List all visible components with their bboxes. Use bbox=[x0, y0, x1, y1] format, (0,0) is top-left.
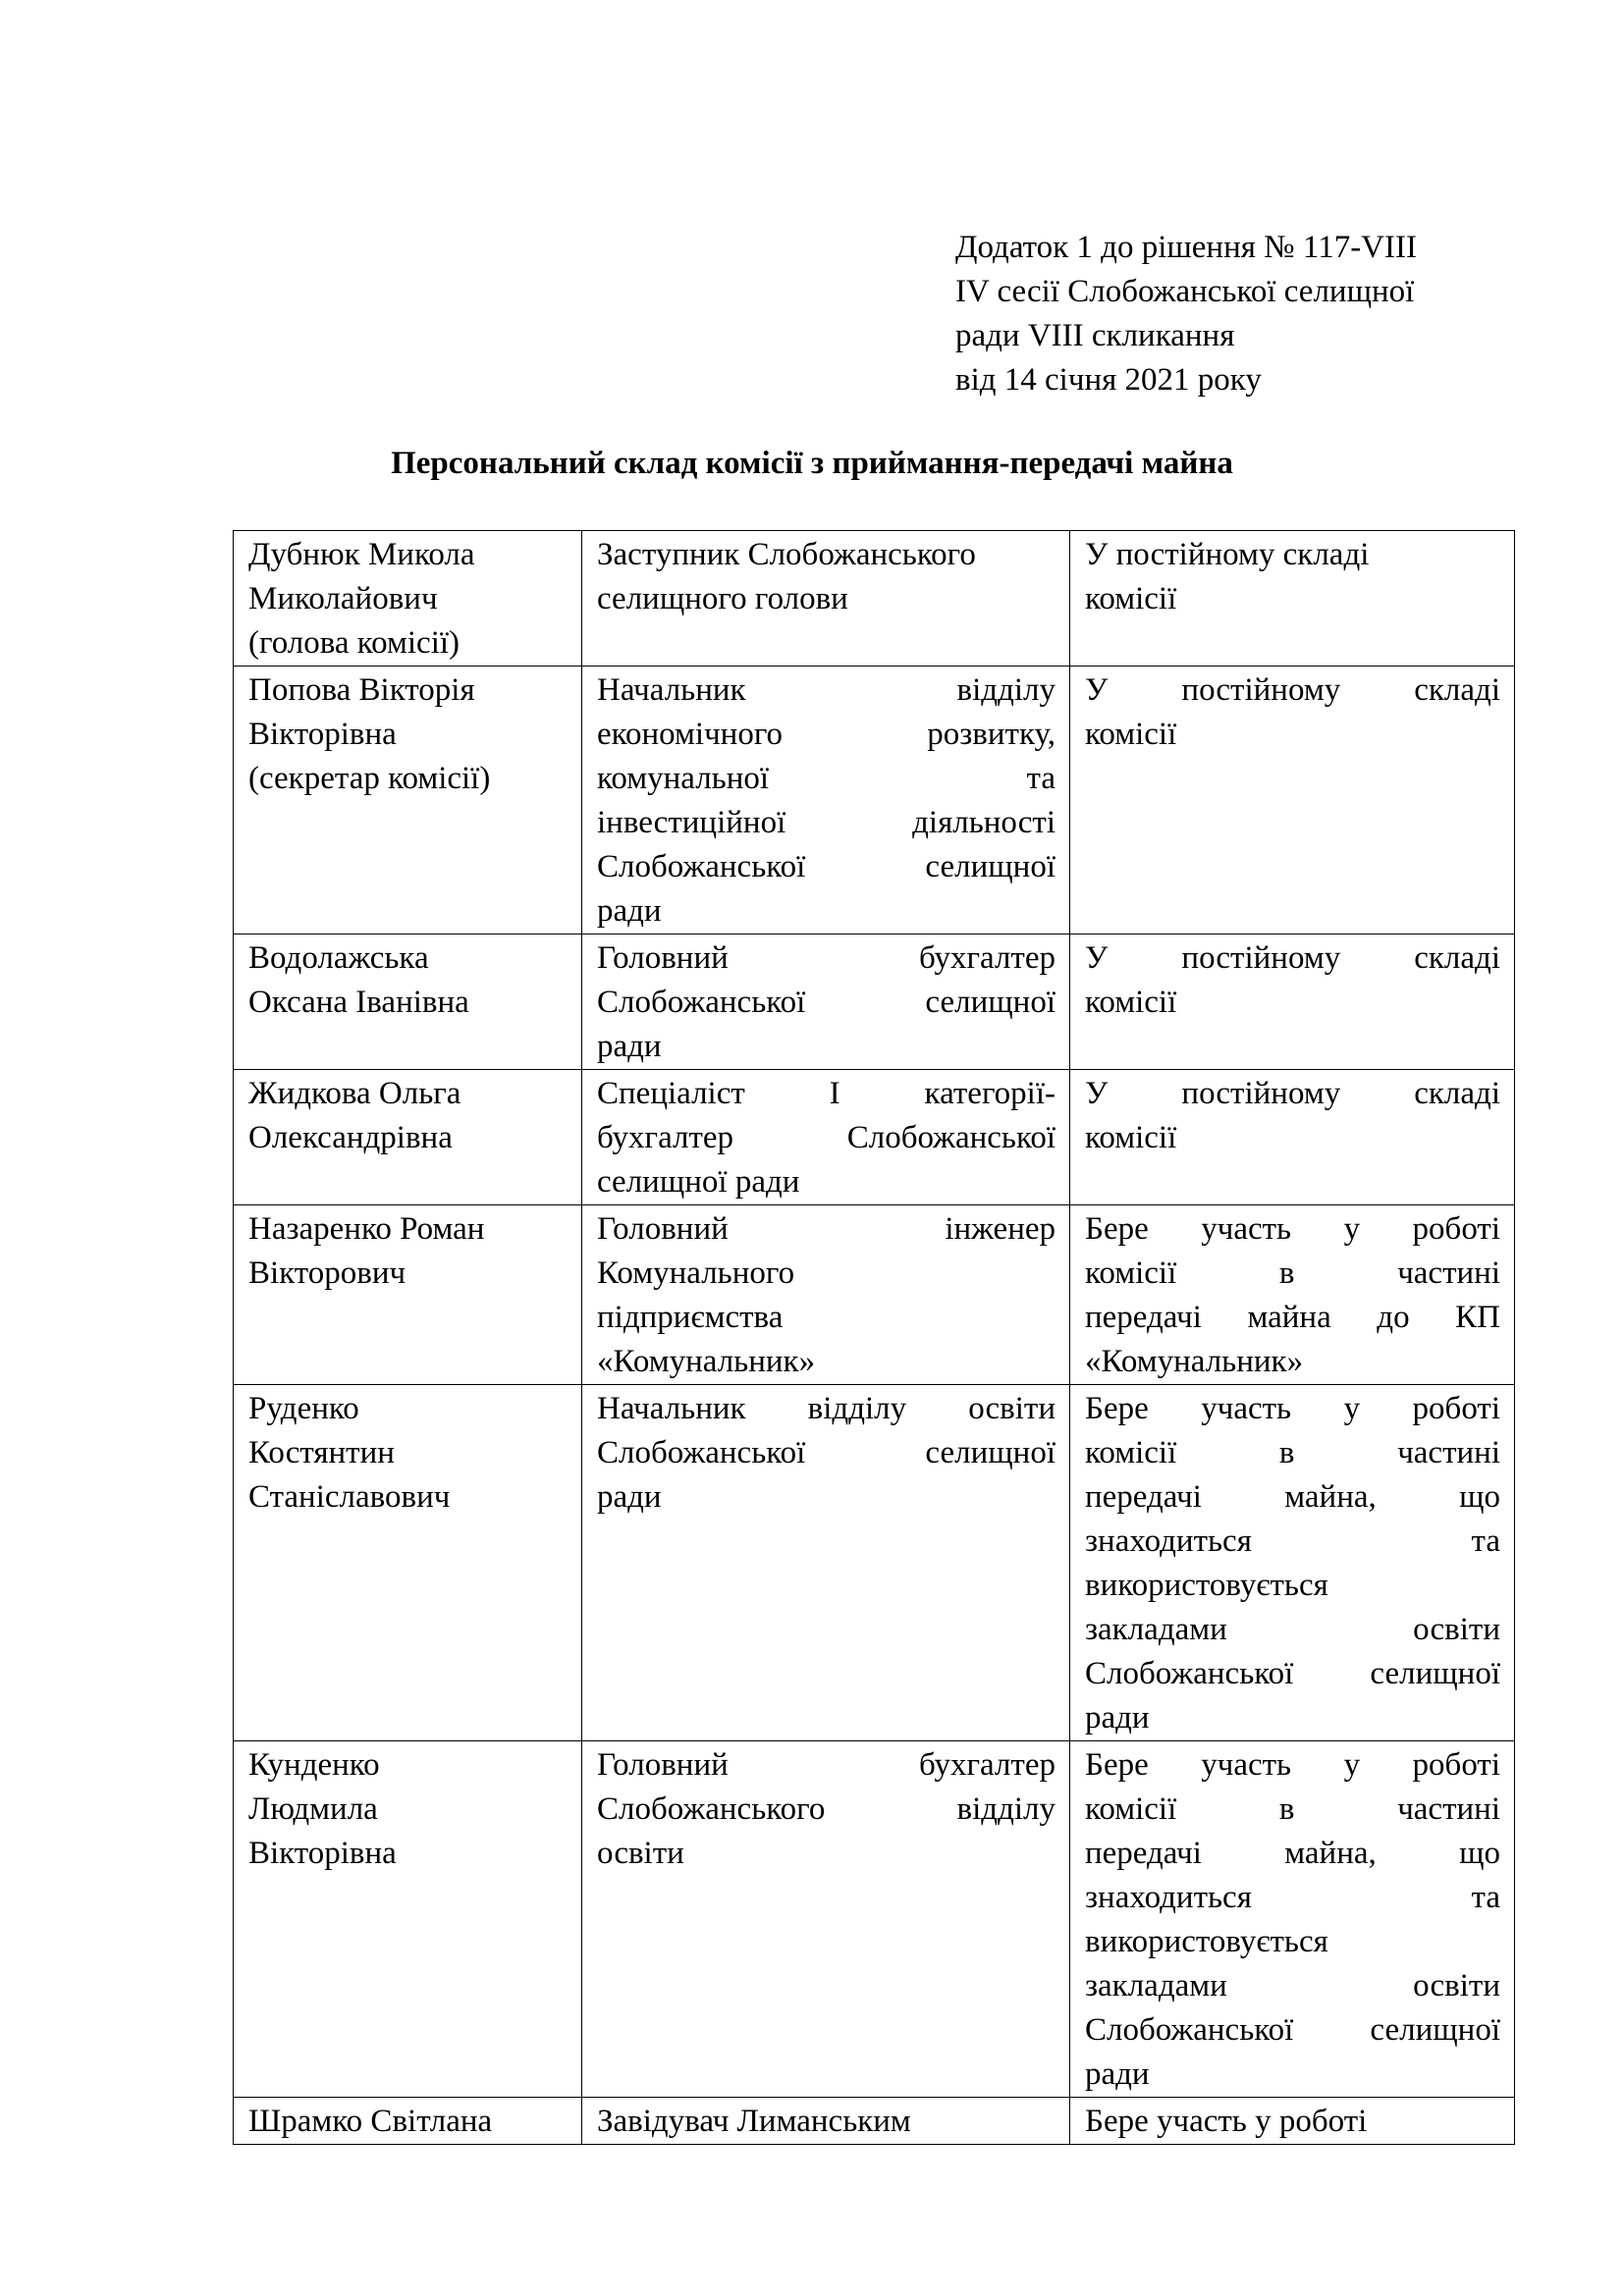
member-role-line: У постійному складі bbox=[1085, 672, 1500, 708]
member-role-line: Слобожанської селищної bbox=[1085, 2012, 1500, 2048]
member-position-line: Начальник відділу освіти bbox=[597, 1391, 1056, 1426]
member-position-line: селищної ради bbox=[597, 1164, 800, 1200]
member-position-line: бухгалтер Слобожанської bbox=[597, 1120, 1056, 1155]
member-role-line: знаходиться та bbox=[1085, 1880, 1500, 1915]
table-row bbox=[234, 934, 1515, 1070]
member-role-line: комісії bbox=[1085, 717, 1177, 752]
member-position-line: Комунального bbox=[597, 1255, 795, 1291]
member-name-line: Жидкова Ольга bbox=[248, 1076, 461, 1111]
member-position-cell bbox=[582, 531, 1070, 667]
member-name-line: Вікторівна bbox=[248, 1836, 397, 1871]
member-name-line: Оксана Іванівна bbox=[248, 985, 469, 1020]
member-role-line: «Комунальник» bbox=[1085, 1344, 1304, 1379]
member-position-line: Заступник Слобожанського bbox=[597, 537, 976, 572]
member-role-line: використовується bbox=[1085, 1924, 1328, 1959]
member-position-line: інвестиційної діяльності bbox=[597, 805, 1056, 840]
member-role-line: комісії bbox=[1085, 581, 1177, 616]
member-position-line: Завідувач Лиманським bbox=[597, 2104, 911, 2139]
member-role-line: У постійному складі bbox=[1085, 940, 1500, 976]
member-name-cell bbox=[234, 934, 582, 1070]
member-position-line: Слобожанської селищної bbox=[597, 849, 1056, 884]
member-role-line: комісії в частині bbox=[1085, 1435, 1500, 1470]
member-position-line: Начальник відділу bbox=[597, 672, 1056, 708]
member-role-line: закладами освіти bbox=[1085, 1612, 1500, 1647]
member-role-line: передачі майна, що bbox=[1085, 1479, 1500, 1515]
member-name-cell bbox=[234, 2098, 582, 2145]
header-line: IV сесії Слобожанської селищної bbox=[955, 274, 1415, 309]
appendix-header bbox=[955, 226, 1417, 402]
member-role-cell bbox=[1070, 934, 1515, 1070]
member-role-line: використовується bbox=[1085, 1568, 1328, 1603]
member-role-line: знаходиться та bbox=[1085, 1523, 1500, 1559]
member-name-line: Олександрівна bbox=[248, 1120, 453, 1155]
member-position-cell bbox=[582, 2098, 1070, 2145]
member-name-cell bbox=[234, 1205, 582, 1385]
header-line: ради VIII скликання bbox=[955, 318, 1235, 353]
member-name-line: Руденко bbox=[248, 1391, 359, 1426]
member-position-cell bbox=[582, 1070, 1070, 1205]
member-position-line: економічного розвитку, bbox=[597, 717, 1056, 752]
member-role-cell bbox=[1070, 1070, 1515, 1205]
table-row bbox=[234, 531, 1515, 667]
member-name-cell bbox=[234, 1741, 582, 2098]
member-position-cell bbox=[582, 1385, 1070, 1741]
member-name-line: Шрамко Світлана bbox=[248, 2104, 493, 2139]
member-role-line: комісії в частині bbox=[1085, 1255, 1500, 1291]
member-role-line: У постійному складі bbox=[1085, 537, 1370, 572]
member-role-cell bbox=[1070, 1385, 1515, 1741]
member-position-cell bbox=[582, 1741, 1070, 2098]
member-name-line: Водолажська bbox=[248, 940, 429, 976]
document-title: Персональний склад комісії з приймання-передачі майна bbox=[391, 446, 1233, 481]
member-role-line: комісії в частині bbox=[1085, 1791, 1500, 1827]
member-position-line: комунальної та bbox=[597, 761, 1056, 796]
member-role-line: Бере участь у роботі bbox=[1085, 1747, 1500, 1783]
member-position-cell bbox=[582, 667, 1070, 934]
table-row bbox=[234, 667, 1515, 934]
member-role-cell bbox=[1070, 1741, 1515, 2098]
member-position-line: селищного голови bbox=[597, 581, 848, 616]
member-name-line: Кунденко bbox=[248, 1747, 380, 1783]
header-line: Додаток 1 до рішення № 117-VIII bbox=[955, 230, 1417, 265]
member-position-line: Спеціаліст І категорії- bbox=[597, 1076, 1056, 1111]
member-position-line: Слобожанського відділу bbox=[597, 1791, 1056, 1827]
member-name-line: (голова комісії) bbox=[248, 625, 460, 661]
table-row bbox=[234, 1741, 1515, 2098]
member-name-line: Станіславович bbox=[248, 1479, 451, 1515]
member-position-line: Слобожанської селищної bbox=[597, 985, 1056, 1020]
member-name-cell bbox=[234, 1070, 582, 1205]
member-role-line: Слобожанської селищної bbox=[1085, 1656, 1500, 1691]
member-name-line: Назаренко Роман bbox=[248, 1211, 485, 1247]
member-position-line: «Комунальник» bbox=[597, 1344, 816, 1379]
table-row bbox=[234, 2098, 1515, 2145]
member-name-cell bbox=[234, 667, 582, 934]
member-position-line: освіти bbox=[597, 1836, 684, 1871]
member-name-line: Вікторович bbox=[248, 1255, 406, 1291]
member-name-line: (секретар комісії) bbox=[248, 761, 491, 796]
member-role-cell bbox=[1070, 2098, 1515, 2145]
member-role-line: комісії bbox=[1085, 985, 1177, 1020]
member-role-line: комісії bbox=[1085, 1120, 1177, 1155]
member-role-line: У постійному складі bbox=[1085, 1076, 1500, 1111]
member-position-line: Слобожанської селищної bbox=[597, 1435, 1056, 1470]
member-role-line: Бере участь у роботі bbox=[1085, 2104, 1368, 2139]
member-name-line: Миколайович bbox=[248, 581, 438, 616]
member-role-cell bbox=[1070, 1205, 1515, 1385]
member-name-line: Людмила bbox=[248, 1791, 378, 1827]
header-line: від 14 січня 2021 року bbox=[955, 362, 1262, 398]
member-role-line: передачі майна, що bbox=[1085, 1836, 1500, 1871]
table-row bbox=[234, 1385, 1515, 1741]
member-position-line: підприємства bbox=[597, 1300, 784, 1335]
member-role-line: ради bbox=[1085, 1700, 1150, 1735]
table-row bbox=[234, 1205, 1515, 1385]
member-position-cell bbox=[582, 1205, 1070, 1385]
member-role-line: передачі майна до КП bbox=[1085, 1300, 1500, 1335]
member-position-line: Головний бухгалтер bbox=[597, 940, 1056, 976]
member-role-line: Бере участь у роботі bbox=[1085, 1391, 1500, 1426]
member-role-line: закладами освіти bbox=[1085, 1968, 1500, 2003]
commission-table bbox=[233, 530, 1515, 2145]
table-row bbox=[234, 1070, 1515, 1205]
member-position-line: ради bbox=[597, 1029, 662, 1064]
member-position-line: Головний бухгалтер bbox=[597, 1747, 1056, 1783]
member-name-line: Костянтин bbox=[248, 1435, 395, 1470]
member-position-line: ради bbox=[597, 893, 662, 929]
member-role-line: Бере участь у роботі bbox=[1085, 1211, 1500, 1247]
member-position-line: Головний інженер bbox=[597, 1211, 1056, 1247]
member-name-line: Дубнюк Микола bbox=[248, 537, 475, 572]
member-name-line: Попова Вікторія bbox=[248, 672, 475, 708]
member-name-cell bbox=[234, 531, 582, 667]
member-role-cell bbox=[1070, 531, 1515, 667]
member-position-cell bbox=[582, 934, 1070, 1070]
member-name-cell bbox=[234, 1385, 582, 1741]
member-position-line: ради bbox=[597, 1479, 662, 1515]
member-role-cell bbox=[1070, 667, 1515, 934]
member-name-line: Вікторівна bbox=[248, 717, 397, 752]
member-role-line: ради bbox=[1085, 2056, 1150, 2092]
